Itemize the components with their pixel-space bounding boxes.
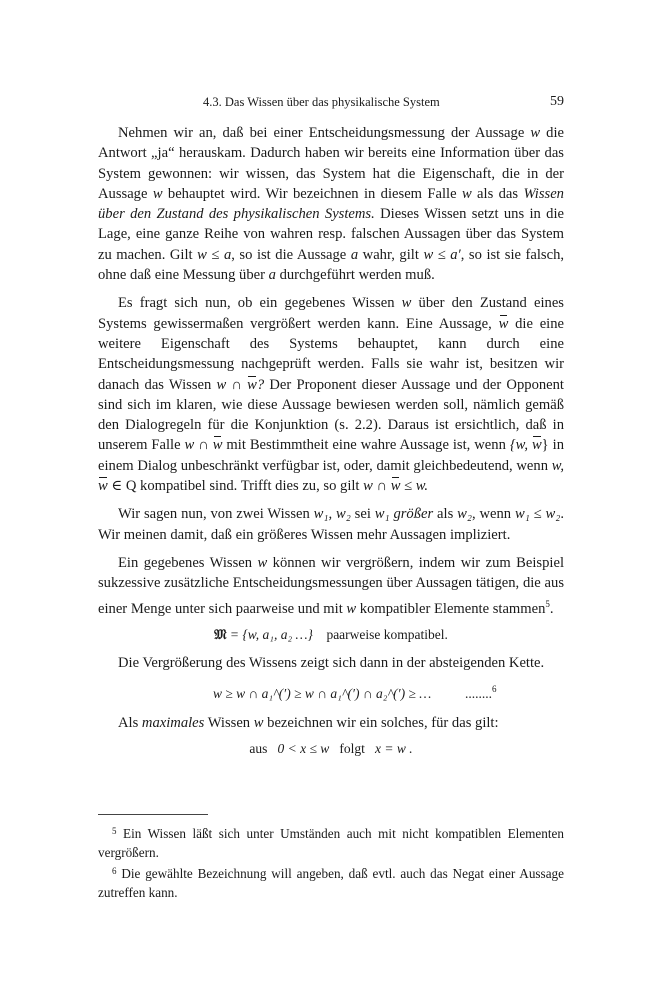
footnote-rule xyxy=(98,814,208,815)
symbol-w-bar: w xyxy=(390,478,401,495)
symbol-w-bar: w xyxy=(98,478,108,495)
relation-w-le-a: w ≤ a xyxy=(197,246,232,263)
body-text xyxy=(98,123,564,767)
symbol-w: w xyxy=(257,554,268,571)
paragraph-3: Wir sagen nun, von zwei Wissen w₁, w₂ sei w₁ größer als w₂, wenn w₁ ≤ w₂. Wir meinen damit, daß ein größeres Wissen mehr Aussagen impliziert. xyxy=(98,506,565,543)
emphasis-text: maximales xyxy=(141,714,205,731)
symbol-a: a xyxy=(350,246,359,263)
paragraph-5: Die Vergrößerung des Wissens zeigt sich dann in der absteigenden Kette. xyxy=(118,655,545,672)
paragraph-4: Ein gegebenes Wissen w können wir vergrößern, indem wir zum Beispiel sukzessive zusätzliche Entscheidungsmessungen über Aussagen tätigen, die aus einer Menge unter sich paarweise und mit w kompatibler Elemente stammen$^5$. xyxy=(98,554,564,617)
symbol-w: w xyxy=(152,185,163,202)
footnote-ref-6[interactable]: 6 xyxy=(492,684,497,695)
equation-maximal: aus 0 < x ≤ w folgt x = w . xyxy=(249,741,413,757)
emphasis-text: Wissen über den Zustand des physikalischen Systems. xyxy=(98,185,564,223)
meet-expression: w ∩ xyxy=(216,376,248,393)
symbol-w: w xyxy=(530,125,541,141)
footnote-ref-5[interactable]: 5 xyxy=(545,598,550,609)
symbol-w-bar: w xyxy=(247,376,257,393)
equation-set-m: 𝔐 = {w, a₁, a₂ …} paarweise kompatibel. xyxy=(214,626,448,643)
equation-chain: w ≥ w ∩ a₁^(′) ≥ w ∩ a₁^(′) ∩ a₂^(′) ≥ … ........$^6$ xyxy=(213,684,497,702)
paragraph-2: Es fragt sich nun, ob ein gegebenes Wissen w über den Zustand eines Systems gewissermaßen vergrößert werden kann. Eine Aussage, w die eine weitere Eigenschaft des Systems behauptet, kann durch eine Entscheidungsmessung nachgeprüft werden. Falls sie wahr ist, besitzen wir danach das Wissen w ∩ w? Der Proponent dieser Aussage und der Opponent sind sich im klaren, wie diese Aussage bewiesen werden soll, nämlich gemäß den Dialogregeln für die Konjunktion (s. 2.2). Daraus ist ersichtlich, daß in unserem Falle w ∩ w mit Bestimmtheit eine wahre Aussage ist, wenn {w, w} in einem Dialog unbeschränkt verfügbar ist, oder, damit gleichbedeutend, wenn w, w ∈ Q kompatibel sind. Trifft dies zu, so gilt w ∩ w ≤ w. xyxy=(98,295,565,495)
symbol-w: w xyxy=(401,295,412,312)
symbol-w: w xyxy=(253,714,264,731)
emphasis-text: größer xyxy=(393,506,434,523)
symbol-w-bar: w xyxy=(531,437,542,454)
page-number: 59 xyxy=(550,94,564,109)
symbol-w: w xyxy=(346,600,357,617)
symbol-a: a xyxy=(268,267,276,284)
running-header xyxy=(98,95,564,115)
symbol-w: w xyxy=(461,185,472,202)
running-header-title: 4.3. Das Wissen über das physikalische System xyxy=(203,95,440,109)
relation-w-le-a-prime: w ≤ a′ xyxy=(423,246,461,263)
footnote-6: $^6$ Die gewählte Bezeichnung will angeben, daß evtl. auch das Negat einer Aussage zutreffen kann. xyxy=(98,866,564,900)
paragraph-6: Als maximales Wissen w bezeichnen wir ein solches, für das gilt: xyxy=(118,714,499,731)
symbol-w-bar: w xyxy=(212,437,223,454)
symbol-w-bar: w xyxy=(498,315,509,332)
paragraph-1: Nehmen wir an, daß bei einer Entscheidungsmessung der Aussage w die Antwort „ja“ herauskam. Dadurch haben wir bereits eine Information über das System gewonnen: wir wissen, das System hat die Eigenschaft, die in der Aussage w behauptet wird. Wir bezeichnen in diesem Falle w als das Wissen über den Zustand des physikalischen Systems. Dieses Wissen setzt uns in die Lage, eine ganze Reihe von wahren resp. falschen Aussagen über das System zu machen. Gilt w ≤ a, so ist die Aussage a wahr, gilt w ≤ a′, so ist sie falsch, ohne daß eine Messung über a durchgeführt werden muß. xyxy=(98,125,565,284)
footnote-5: $^5$ Ein Wissen läßt sich unter Umständen auch mit nicht kompatiblen Elementen vergrößern. xyxy=(98,826,564,860)
